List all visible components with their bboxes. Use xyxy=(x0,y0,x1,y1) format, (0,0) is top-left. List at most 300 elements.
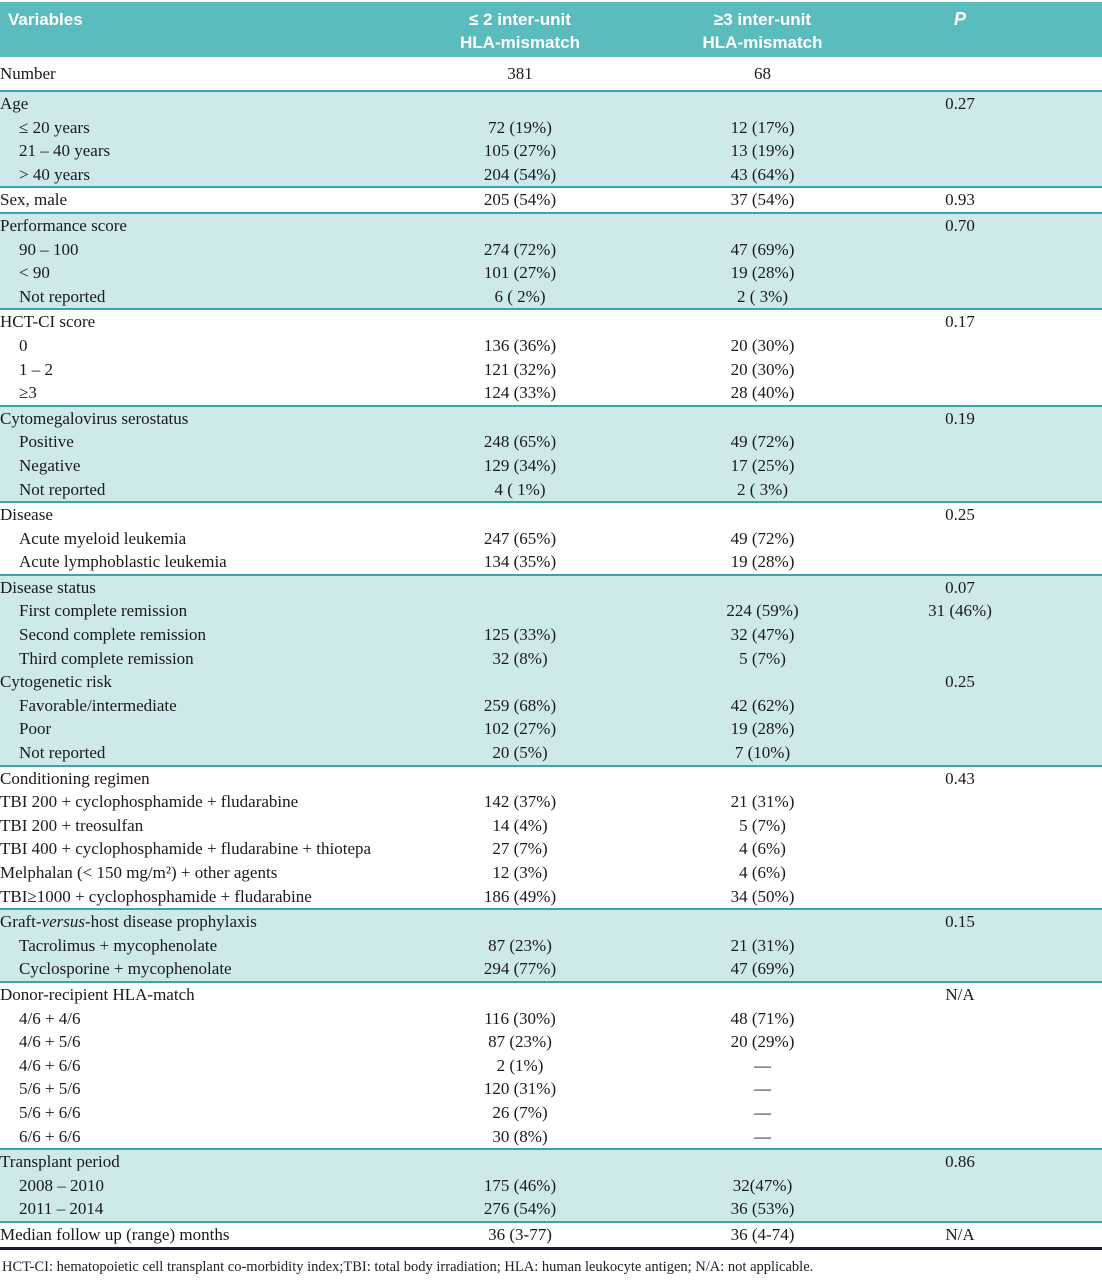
p-value-cell xyxy=(890,1101,1030,1125)
p-value-cell xyxy=(890,741,1030,766)
table-row xyxy=(0,694,1102,718)
value-cell-ge3-mismatch: 32 (47%) xyxy=(730,625,795,645)
p-value-cell xyxy=(890,527,1030,551)
p-value-cell: 0.25 xyxy=(945,505,975,525)
p-value-cell xyxy=(890,381,1030,406)
p-value-cell: 31 (46%) xyxy=(928,601,992,621)
value-cell-le2-mismatch: 186 (49%) xyxy=(483,886,557,906)
table-row xyxy=(0,358,1102,382)
value-cell-le2-mismatch: 175 (46%) xyxy=(483,1175,557,1195)
value-cell-le2-mismatch xyxy=(405,309,635,334)
variable-cell: Melphalan (< 150 mg/m²) + other agents xyxy=(0,863,278,882)
variable-cell: ≥3 xyxy=(19,383,37,403)
value-cell-le2-mismatch: 116 (30%) xyxy=(484,1008,556,1028)
p-value-cell xyxy=(890,717,1030,741)
value-cell-ge3-mismatch: 36 (53%) xyxy=(730,1199,795,1219)
value-cell-ge3-mismatch: 20 (29%) xyxy=(730,1032,795,1052)
value-cell-ge3-mismatch: — xyxy=(754,1102,771,1122)
variable-cell: Third complete remission xyxy=(19,648,194,668)
variable-cell: TBI≥1000 + cyclophosphamide + fludarabine xyxy=(0,886,312,906)
value-cell-le2-mismatch: 294 (77%) xyxy=(483,959,557,979)
table-section xyxy=(0,213,1102,309)
value-cell-le2-mismatch: 6 ( 2%) xyxy=(494,286,546,306)
table-row xyxy=(0,381,1102,406)
table-row xyxy=(0,1007,1102,1031)
value-cell-le2-mismatch: 248 (65%) xyxy=(483,432,557,452)
spacer-cell xyxy=(1030,57,1102,91)
value-cell-le2-mismatch: 276 (54%) xyxy=(483,1199,557,1219)
spacer-cell xyxy=(1030,116,1102,140)
value-cell-ge3-mismatch: 34 (50%) xyxy=(730,886,795,906)
variable-label-part: Graft- xyxy=(0,912,42,932)
p-value-cell xyxy=(890,1197,1030,1222)
spacer-cell xyxy=(1030,261,1102,285)
variable-cell: First complete remission xyxy=(19,601,188,621)
value-cell-le2-mismatch: 12 (3%) xyxy=(492,863,548,882)
table-row xyxy=(0,790,1102,814)
table-row xyxy=(0,139,1102,163)
variable-label-part: -host disease prophylaxis xyxy=(84,912,257,932)
value-cell-ge3-mismatch xyxy=(635,909,890,934)
spacer-cell xyxy=(1030,406,1102,431)
value-cell-ge3-mismatch: 21 (31%) xyxy=(730,792,795,812)
variable-cell: Cyclosporine + mycophenolate xyxy=(19,959,232,979)
p-value-cell: 0.86 xyxy=(945,1152,975,1172)
spacer-cell xyxy=(1030,550,1102,575)
table-row xyxy=(0,261,1102,285)
p-value-cell: 0.19 xyxy=(945,408,975,428)
value-cell-le2-mismatch: 36 (3-77) xyxy=(488,1224,552,1244)
table-row xyxy=(0,1077,1102,1101)
value-cell-ge3-mismatch: 4 (6%) xyxy=(739,839,786,859)
value-cell-ge3-mismatch xyxy=(635,1149,890,1174)
spacer-cell xyxy=(1030,1125,1102,1150)
header-ge3-mismatch xyxy=(635,2,890,57)
variable-cell: Not reported xyxy=(19,479,106,499)
spacer-cell xyxy=(1030,599,1102,623)
p-value-cell: 0.43 xyxy=(945,768,975,788)
value-cell-ge3-mismatch: 43 (64%) xyxy=(730,164,795,184)
value-cell-le2-mismatch: 259 (68%) xyxy=(483,695,557,715)
value-cell-le2-mismatch: 27 (7%) xyxy=(492,839,548,859)
spacer-cell xyxy=(1030,1197,1102,1222)
spacer-cell xyxy=(1030,238,1102,262)
p-value-cell xyxy=(890,885,1030,910)
variable-cell: Age xyxy=(0,94,29,113)
value-cell-ge3-mismatch: 5 (7%) xyxy=(739,648,786,668)
value-cell-le2-mismatch xyxy=(405,406,635,431)
table-row xyxy=(0,478,1102,503)
value-cell-ge3-mismatch: 20 (30%) xyxy=(730,359,795,379)
p-value-cell xyxy=(890,1030,1030,1054)
table-section xyxy=(0,1222,1102,1248)
spacer-cell xyxy=(1030,766,1102,791)
variable-cell: Not reported xyxy=(19,286,106,306)
p-value-cell: 0.25 xyxy=(945,672,975,692)
table-row xyxy=(0,213,1102,238)
value-cell-ge3-mismatch xyxy=(635,213,890,238)
variable-cell xyxy=(0,909,405,934)
value-cell-le2-mismatch: 134 (35%) xyxy=(483,552,557,572)
value-cell-le2-mismatch xyxy=(405,909,635,934)
value-cell-ge3-mismatch: 13 (19%) xyxy=(730,141,795,161)
value-cell-ge3-mismatch: 19 (28%) xyxy=(730,263,795,283)
p-value-cell: 0.27 xyxy=(945,94,975,113)
variable-cell: Not reported xyxy=(19,743,106,763)
p-value-cell xyxy=(890,647,1030,671)
value-cell-le2-mismatch: 120 (31%) xyxy=(483,1079,557,1099)
value-cell-ge3-mismatch: 68 xyxy=(754,63,771,83)
table-row xyxy=(0,430,1102,454)
value-cell-le2-mismatch: 204 (54%) xyxy=(483,164,557,184)
p-value-cell xyxy=(890,334,1030,358)
spacer-cell xyxy=(1030,91,1102,116)
table-row xyxy=(0,647,1102,671)
variable-cell: Negative xyxy=(19,455,81,475)
value-cell-le2-mismatch: 26 (7%) xyxy=(492,1102,548,1122)
table-row xyxy=(0,982,1102,1007)
table-footnote: HCT-CI: hematopoietic cell transplant co-morbidity index;TBI: total body irradiation; HLA: human leukocyte antigen; N/A: not applicable. xyxy=(2,1258,814,1275)
p-value-cell xyxy=(890,478,1030,503)
header-ge3-line2: HLA-mismatch xyxy=(702,33,823,52)
value-cell-ge3-mismatch: 49 (72%) xyxy=(730,528,795,548)
table-row xyxy=(0,741,1102,766)
spacer-cell xyxy=(1030,982,1102,1007)
value-cell-ge3-mismatch: 20 (30%) xyxy=(730,335,795,355)
value-cell-ge3-mismatch: 12 (17%) xyxy=(730,117,795,137)
variable-cell: TBI 200 + treosulfan xyxy=(0,815,144,835)
p-value-cell xyxy=(890,116,1030,140)
variable-cell: 4/6 + 5/6 xyxy=(19,1032,81,1052)
spacer-cell xyxy=(1030,381,1102,406)
p-value-cell xyxy=(890,358,1030,382)
spacer-cell xyxy=(1030,1054,1102,1078)
table-row xyxy=(0,91,1102,116)
table-section xyxy=(0,406,1102,502)
table-row xyxy=(0,285,1102,310)
value-cell-ge3-mismatch xyxy=(635,670,890,694)
variable-cell: 2008 – 2010 xyxy=(19,1175,104,1195)
value-cell-ge3-mismatch: 17 (25%) xyxy=(730,455,795,475)
spacer-cell xyxy=(1030,430,1102,454)
p-value-cell xyxy=(890,139,1030,163)
value-cell-le2-mismatch xyxy=(405,1149,635,1174)
value-cell-ge3-mismatch: 19 (28%) xyxy=(730,719,795,739)
variable-cell: Second complete remission xyxy=(19,625,206,645)
spacer-cell xyxy=(1030,1222,1102,1248)
value-cell-ge3-mismatch: 21 (31%) xyxy=(730,935,795,955)
table-header xyxy=(0,2,1102,57)
value-cell-ge3-mismatch xyxy=(635,575,890,600)
p-value-cell xyxy=(890,957,1030,982)
spacer-cell xyxy=(1030,163,1102,188)
p-value-cell: N/A xyxy=(945,1224,975,1244)
table-row xyxy=(0,187,1102,213)
header-le2-line1: ≤ 2 inter-unit xyxy=(469,10,571,29)
table-row xyxy=(0,575,1102,600)
header-variables: Variables xyxy=(0,2,405,57)
value-cell-le2-mismatch xyxy=(405,91,635,116)
table-row xyxy=(0,502,1102,527)
p-value-cell xyxy=(890,430,1030,454)
table-row xyxy=(0,766,1102,791)
p-value-cell xyxy=(890,790,1030,814)
value-cell-ge3-mismatch: 7 (10%) xyxy=(734,743,791,763)
table-row xyxy=(0,163,1102,188)
spacer-cell xyxy=(1030,1149,1102,1174)
table-row xyxy=(0,1197,1102,1222)
table-row xyxy=(0,116,1102,140)
table-row xyxy=(0,909,1102,934)
value-cell-le2-mismatch: 381 xyxy=(507,63,533,83)
spacer-cell xyxy=(1030,285,1102,310)
spacer-cell xyxy=(1030,334,1102,358)
spacer-cell xyxy=(1030,187,1102,213)
variable-cell: Acute lymphoblastic leukemia xyxy=(19,552,227,572)
table-row xyxy=(0,57,1102,91)
value-cell-ge3-mismatch: 4 (6%) xyxy=(739,863,786,882)
table-section xyxy=(0,982,1102,1149)
value-cell-ge3-mismatch xyxy=(635,982,890,1007)
p-value-cell xyxy=(890,454,1030,478)
table-section xyxy=(0,57,1102,91)
spacer-cell xyxy=(1030,934,1102,958)
variable-cell: Tacrolimus + mycophenolate xyxy=(19,935,218,955)
variable-cell: Sex, male xyxy=(0,190,68,210)
value-cell-ge3-mismatch: 5 (7%) xyxy=(739,815,786,835)
variable-cell: Acute myeloid leukemia xyxy=(19,528,187,548)
variable-cell: TBI 400 + cyclophosphamide + fludarabine + thiotepa xyxy=(0,839,372,859)
value-cell-le2-mismatch: 205 (54%) xyxy=(483,190,557,210)
p-value-cell xyxy=(890,57,1030,91)
header-p-value: P xyxy=(890,2,1030,57)
table-section xyxy=(0,91,1102,187)
variable-cell: 5/6 + 6/6 xyxy=(19,1102,81,1122)
spacer-cell xyxy=(1030,814,1102,838)
p-value-cell xyxy=(890,238,1030,262)
table-section xyxy=(0,766,1102,910)
value-cell-ge3-mismatch: 47 (69%) xyxy=(730,239,795,259)
value-cell-le2-mismatch: 4 ( 1%) xyxy=(494,479,546,499)
variable-cell: 1 – 2 xyxy=(19,359,53,379)
p-value-cell xyxy=(890,1125,1030,1150)
value-cell-ge3-mismatch: — xyxy=(754,1126,771,1146)
header-row xyxy=(0,2,1102,57)
p-value-cell xyxy=(890,1054,1030,1078)
patient-characteristics-table xyxy=(0,2,1102,1250)
table-row xyxy=(0,599,1102,623)
table-row xyxy=(0,406,1102,431)
value-cell-le2-mismatch: 2 (1%) xyxy=(496,1055,544,1075)
spacer-cell xyxy=(1030,1101,1102,1125)
spacer-cell xyxy=(1030,454,1102,478)
p-value-cell: 0.93 xyxy=(945,190,975,210)
p-value-cell: 0.17 xyxy=(945,312,975,332)
value-cell-ge3-mismatch: 42 (62%) xyxy=(730,695,795,715)
p-value-cell xyxy=(890,1007,1030,1031)
variable-cell: Poor xyxy=(19,719,52,739)
table-row xyxy=(0,670,1102,694)
value-cell-ge3-mismatch: 2 ( 3%) xyxy=(737,286,788,306)
value-cell-le2-mismatch: 102 (27%) xyxy=(483,719,557,739)
variable-cell: Cytogenetic risk xyxy=(0,672,112,692)
value-cell-le2-mismatch xyxy=(405,213,635,238)
variable-cell: TBI 200 + cyclophosphamide + fludarabine xyxy=(0,792,299,812)
table-row xyxy=(0,1222,1102,1248)
p-value-cell xyxy=(890,285,1030,310)
p-value-cell: 0.15 xyxy=(945,912,975,932)
value-cell-ge3-mismatch: 224 (59%) xyxy=(726,601,799,621)
value-cell-le2-mismatch: 20 (5%) xyxy=(492,743,548,763)
spacer-cell xyxy=(1030,527,1102,551)
spacer-cell xyxy=(1030,957,1102,982)
value-cell-le2-mismatch: 101 (27%) xyxy=(483,263,557,283)
table-row xyxy=(0,334,1102,358)
p-value-cell xyxy=(890,163,1030,188)
table-row xyxy=(0,238,1102,262)
value-cell-ge3-mismatch: 32(47%) xyxy=(732,1175,793,1195)
p-value-cell xyxy=(890,1077,1030,1101)
table-row xyxy=(0,1149,1102,1174)
table-row xyxy=(0,885,1102,910)
value-cell-ge3-mismatch xyxy=(635,406,890,431)
p-value-cell xyxy=(890,261,1030,285)
spacer-cell xyxy=(1030,861,1102,885)
value-cell-le2-mismatch xyxy=(405,766,635,791)
table-row xyxy=(0,309,1102,334)
variable-cell: 90 – 100 xyxy=(19,239,79,259)
variable-label-part: versus xyxy=(41,912,85,932)
header-le2-line2: HLA-mismatch xyxy=(460,33,580,52)
value-cell-le2-mismatch: 32 (8%) xyxy=(492,648,548,668)
value-cell-le2-mismatch xyxy=(405,599,635,623)
variable-cell: 21 – 40 years xyxy=(19,141,111,161)
table-section xyxy=(0,309,1102,405)
header-spacer xyxy=(1030,2,1102,57)
p-value-cell xyxy=(890,550,1030,575)
spacer-cell xyxy=(1030,885,1102,910)
table-row xyxy=(0,1030,1102,1054)
value-cell-ge3-mismatch xyxy=(635,766,890,791)
table-row xyxy=(0,623,1102,647)
p-value-cell xyxy=(890,837,1030,861)
value-cell-le2-mismatch: 105 (27%) xyxy=(483,141,557,161)
value-cell-ge3-mismatch: 49 (72%) xyxy=(730,432,795,452)
variable-cell: 0 xyxy=(19,335,28,355)
spacer-cell xyxy=(1030,647,1102,671)
value-cell-ge3-mismatch xyxy=(635,91,890,116)
value-cell-ge3-mismatch xyxy=(635,309,890,334)
table-section xyxy=(0,909,1102,982)
variable-cell: Positive xyxy=(19,432,74,452)
value-cell-ge3-mismatch: 36 (4-74) xyxy=(730,1224,795,1244)
table-row xyxy=(0,1125,1102,1150)
table-section xyxy=(0,1149,1102,1222)
p-value-cell: N/A xyxy=(945,984,975,1004)
spacer-cell xyxy=(1030,1174,1102,1198)
p-value-cell xyxy=(890,814,1030,838)
value-cell-ge3-mismatch: 48 (71%) xyxy=(730,1008,795,1028)
variable-cell: HCT-CI score xyxy=(0,312,96,332)
spacer-cell xyxy=(1030,694,1102,718)
spacer-cell xyxy=(1030,909,1102,934)
variable-cell: 4/6 + 4/6 xyxy=(19,1008,81,1028)
value-cell-ge3-mismatch: — xyxy=(754,1055,771,1075)
value-cell-le2-mismatch: 87 (23%) xyxy=(488,935,552,955)
spacer-cell xyxy=(1030,575,1102,600)
value-cell-le2-mismatch: 142 (37%) xyxy=(483,792,557,812)
variable-cell: Conditioning regimen xyxy=(0,768,150,788)
variable-cell: Median follow up (range) months xyxy=(0,1224,230,1244)
p-value-cell xyxy=(890,934,1030,958)
value-cell-le2-mismatch: 136 (36%) xyxy=(483,335,557,355)
table-row xyxy=(0,957,1102,982)
table-row xyxy=(0,527,1102,551)
value-cell-ge3-mismatch: 19 (28%) xyxy=(730,552,795,572)
spacer-cell xyxy=(1030,502,1102,527)
spacer-cell xyxy=(1030,670,1102,694)
variable-cell: Cytomegalovirus serostatus xyxy=(0,408,189,428)
value-cell-le2-mismatch: 274 (72%) xyxy=(483,239,557,259)
value-cell-ge3-mismatch: 47 (69%) xyxy=(730,959,795,979)
p-value-cell xyxy=(890,623,1030,647)
value-cell-ge3-mismatch: 2 ( 3%) xyxy=(737,479,788,499)
spacer-cell xyxy=(1030,358,1102,382)
p-value-cell xyxy=(890,1174,1030,1198)
value-cell-ge3-mismatch: — xyxy=(754,1079,771,1099)
table-section xyxy=(0,187,1102,213)
value-cell-le2-mismatch xyxy=(405,982,635,1007)
variable-cell: < 90 xyxy=(19,263,50,283)
table-row xyxy=(0,1174,1102,1198)
table-row xyxy=(0,861,1102,885)
table-section xyxy=(0,502,1102,575)
table-row xyxy=(0,550,1102,575)
variable-cell: 5/6 + 5/6 xyxy=(19,1079,81,1099)
spacer-cell xyxy=(1030,741,1102,766)
table-row xyxy=(0,454,1102,478)
variable-cell: 6/6 + 6/6 xyxy=(19,1126,81,1146)
spacer-cell xyxy=(1030,478,1102,503)
table-row xyxy=(0,1054,1102,1078)
spacer-cell xyxy=(1030,1030,1102,1054)
variable-cell: 4/6 + 6/6 xyxy=(19,1055,81,1075)
spacer-cell xyxy=(1030,213,1102,238)
spacer-cell xyxy=(1030,309,1102,334)
p-value-cell xyxy=(890,694,1030,718)
value-cell-ge3-mismatch xyxy=(635,502,890,527)
value-cell-ge3-mismatch: 37 (54%) xyxy=(730,190,795,210)
header-le2-mismatch xyxy=(405,2,635,57)
value-cell-le2-mismatch xyxy=(405,502,635,527)
table-section xyxy=(0,575,1102,766)
spacer-cell xyxy=(1030,790,1102,814)
spacer-cell xyxy=(1030,623,1102,647)
variable-cell: Disease status xyxy=(0,577,96,597)
table-row xyxy=(0,814,1102,838)
spacer-cell xyxy=(1030,139,1102,163)
value-cell-le2-mismatch: 129 (34%) xyxy=(483,455,557,475)
p-value-cell: 0.70 xyxy=(945,215,975,235)
table-row xyxy=(0,837,1102,861)
value-cell-le2-mismatch: 87 (23%) xyxy=(488,1032,552,1052)
value-cell-le2-mismatch: 121 (32%) xyxy=(483,359,557,379)
value-cell-le2-mismatch xyxy=(405,670,635,694)
p-value-cell xyxy=(890,861,1030,885)
table-row xyxy=(0,1101,1102,1125)
variable-cell: Performance score xyxy=(0,215,127,235)
value-cell-le2-mismatch: 72 (19%) xyxy=(488,117,552,137)
